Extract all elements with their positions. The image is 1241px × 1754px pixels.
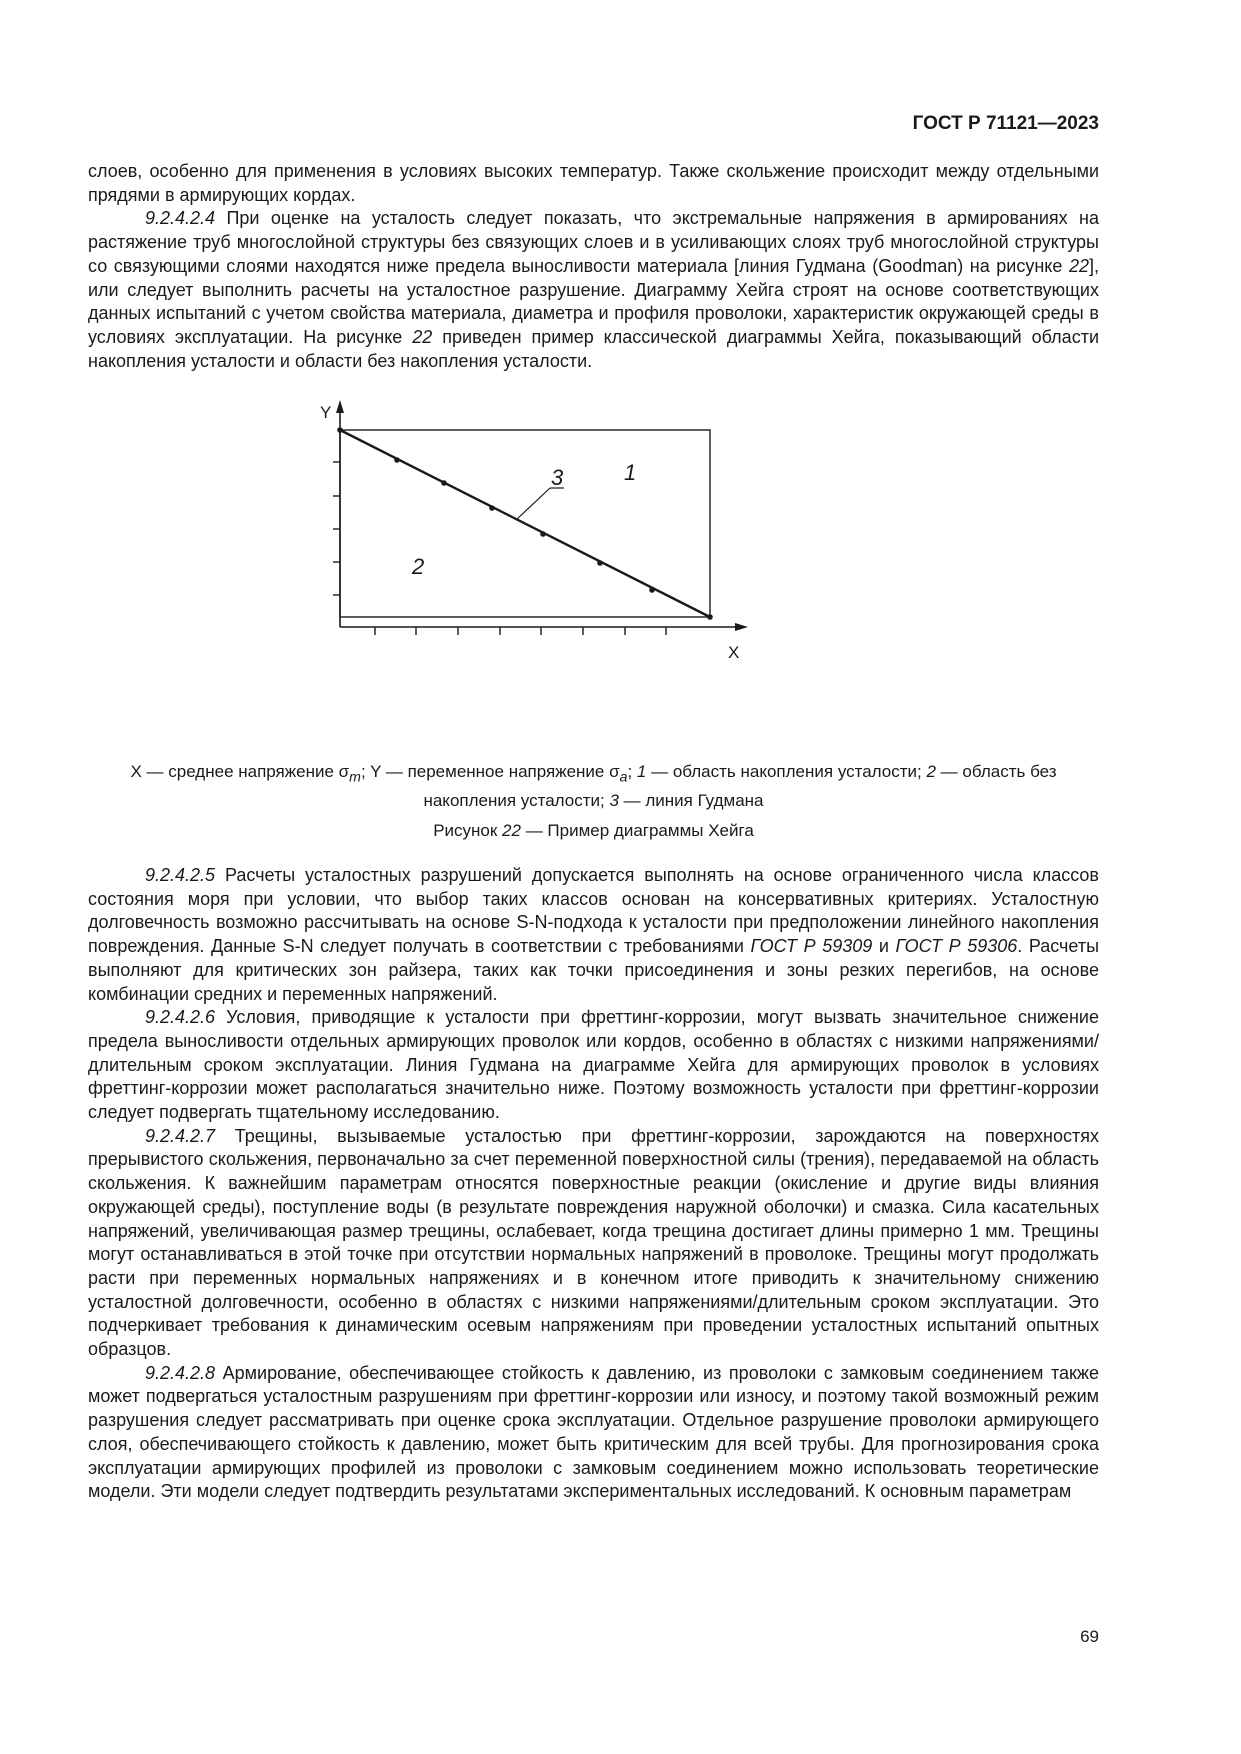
figure-ref: 22 xyxy=(412,326,433,347)
paragraph-text: Армирование, обеспечивающее стойкость к давлению, из проволоки с замковым соединением также может подвергаться усталостным разрушениям при фреттинг-коррозии или износу, и поэтому такой возможный режим разрушения следует рассматривать при оценке срока эксплуатации. Отдельное разрушение проволоки армирующего слоя, обеспечивающего стойкость к давлению, может быть критическим для всей трубы. Для прогнозирования срока эксплуатации армирующих профилей из проволоки с замковым соединением можно использовать теоретические модели. Эти модели следует подтвердить результатами экспериментальных исследований. К основным параметрам xyxy=(88,1362,1099,1502)
legend-item-3: — линия Гудмана xyxy=(618,791,764,811)
standard-ref: ГОСТ Р 59306 xyxy=(895,936,1018,957)
paragraph-text: Условия, приводящие к усталости при фреттинг-коррозии, могут вызвать значительное снижение предела выносливости отдельных армирующих проволок или кордов, особенно в областях с низкими напряжениями/длительным сроком эксплуатации. Линия Гудмана на диаграмме Хейга для армирующих проволок в условиях фреттинг-коррозии может располагаться значительно ниже. Поэтому возможность усталости при фреттинг-коррозии следует подвергать тщательному исследованию. xyxy=(88,1007,1099,1123)
legend-item-1-num: 1 xyxy=(636,762,647,781)
paragraph-text: и xyxy=(872,936,896,957)
paragraph-text: Расчеты усталостных разрушений допускается выполнять на основе ограниченного числа классов состояния моря при условии, что выбор таких классов основан на консервативных критериях. Усталостную долговечность возможно рассчитывать на основе S-N-подхода к усталости при предположении линейного накопления повреждения. Данные S-N следует получать в соответствии с требованиями xyxy=(88,865,1099,957)
leader-line-3 xyxy=(516,488,550,520)
clause-number: 9.2.4.2.8 xyxy=(145,1362,216,1383)
caption-text: — Пример диаграммы Хейга xyxy=(520,821,754,840)
line-point xyxy=(337,427,343,433)
line-point xyxy=(540,531,546,537)
y-ticks xyxy=(333,462,340,595)
paragraph-9-2-4-2-5 xyxy=(88,864,1099,1006)
clause-number: 9.2.4.2.4 xyxy=(145,208,216,229)
legend-y-sub: a xyxy=(619,769,628,786)
clause-number: 9.2.4.2.6 xyxy=(145,1007,216,1028)
region-1-label: 1 xyxy=(624,460,637,485)
caption-number: 22 xyxy=(502,821,521,840)
clause-number: 9.2.4.2.7 xyxy=(145,1125,216,1146)
x-axis-label: X xyxy=(728,643,740,662)
legend-item-2: — область без накопления усталости; xyxy=(423,762,1057,811)
x-axis-arrow xyxy=(735,623,748,631)
figure-caption xyxy=(88,821,1099,841)
bottom-text-block xyxy=(88,864,1099,1504)
caption-prefix: Рисунок xyxy=(433,821,503,840)
legend-x-sub: m xyxy=(349,769,361,786)
top-text-block xyxy=(88,160,1099,373)
document-id-header: ГОСТ Р 71121—2023 xyxy=(912,113,1099,134)
line-point xyxy=(489,505,495,511)
line-point xyxy=(441,480,447,486)
x-ticks xyxy=(375,627,666,635)
page-number: 69 xyxy=(1080,1627,1099,1646)
region-2-label: 2 xyxy=(412,554,425,579)
paragraph-continuation: слоев, особенно для применения в условиях высоких температур. Также скольжение происходит между отдельными прядями в армирующих кордах. xyxy=(88,161,1099,205)
legend-item-1: — область накопления усталости; xyxy=(646,762,927,781)
paragraph-text: ], или следует выполнить расчеты на усталостное разрушение. Диаграмму Хейга строят на основе соответствующих данных испытаний с учетом свойства материала, диаметра и профиля проволоки, характеристик окружающей среды в условиях эксплуатации. На рисунке xyxy=(88,255,1099,347)
standard-ref: ГОСТ Р 59309 xyxy=(750,936,873,957)
legend-y: ; Y — переменное напряжение σ xyxy=(360,762,620,781)
paragraph-text: При оценке на усталость следует показать, что экстремальные напряжения в армированиях на растяжение труб многослойной структуры без связующих слоев и в усиливающих слоях труб многослойной структуры со связующими слоями находятся ниже предела выносливости материала [линия Гудмана (Goodman) на рисунке xyxy=(88,208,1099,276)
haigh-diagram xyxy=(320,403,760,670)
legend-item-3-num: 3 xyxy=(609,791,619,811)
paragraph-9-2-4-2-6 xyxy=(88,1006,1099,1125)
figure-ref: 22 xyxy=(1068,255,1089,276)
line-point xyxy=(707,614,713,620)
clause-number: 9.2.4.2.5 xyxy=(145,865,216,885)
line-point xyxy=(597,560,603,566)
paragraph-text: . Расчеты выполняют для критических зон райзера, таких как точки присоединения и зоны резких перегибов, на основе комбинации средних и переменных напряжений. xyxy=(88,936,1100,1004)
paragraph-9-2-4-2-8 xyxy=(88,1362,1099,1504)
legend-x: X — среднее напряжение σ xyxy=(130,762,350,781)
paragraph-9-2-4-2-4 xyxy=(88,207,1099,373)
legend-sep: ; xyxy=(627,762,637,781)
paragraph-9-2-4-2-7 xyxy=(88,1125,1099,1362)
paragraph-text: Трещины, вызываемые усталостью при фреттинг-коррозии, зарождаются на поверхностях прерывистого скольжения, первоначально за счет переменной поверхностной силы (трения), передаваемой на область скольжения. К важнейшим параметрам относятся поверхностные реакции (окисление и другие виды влияния окружающей среды), поступление воды (в результате повреждения наружной оболочки) и смазка. Сила касательных напряжений, увеличивающая размер трещины, ослабевает, когда трещина достигает длины примерно 1 мм. Трещины могут останавливаться в этой точке при отсутствии нормальных напряжений в проволоке. Трещины могут продолжать расти при переменных нормальных напряжениях и в конечном итоге приводить к значительному снижению усталостной долговечности, особенно в областях с низкими напряжениями/длительным сроком эксплуатации. Это подчеркивает требования к динамическим осевым напряжениям при проведении усталостных испытаний опытных образцов. xyxy=(88,1125,1099,1360)
paragraph-text: приведен пример классической диаграммы Хейга, показывающий области накопления усталости и области без накопления усталости. xyxy=(88,326,1099,371)
y-axis-label: Y xyxy=(320,403,332,422)
figure-legend xyxy=(88,760,1099,813)
line-3-label: 3 xyxy=(551,465,564,490)
legend-item-2-num: 2 xyxy=(926,762,936,781)
line-point xyxy=(394,457,400,463)
line-point xyxy=(649,587,655,593)
